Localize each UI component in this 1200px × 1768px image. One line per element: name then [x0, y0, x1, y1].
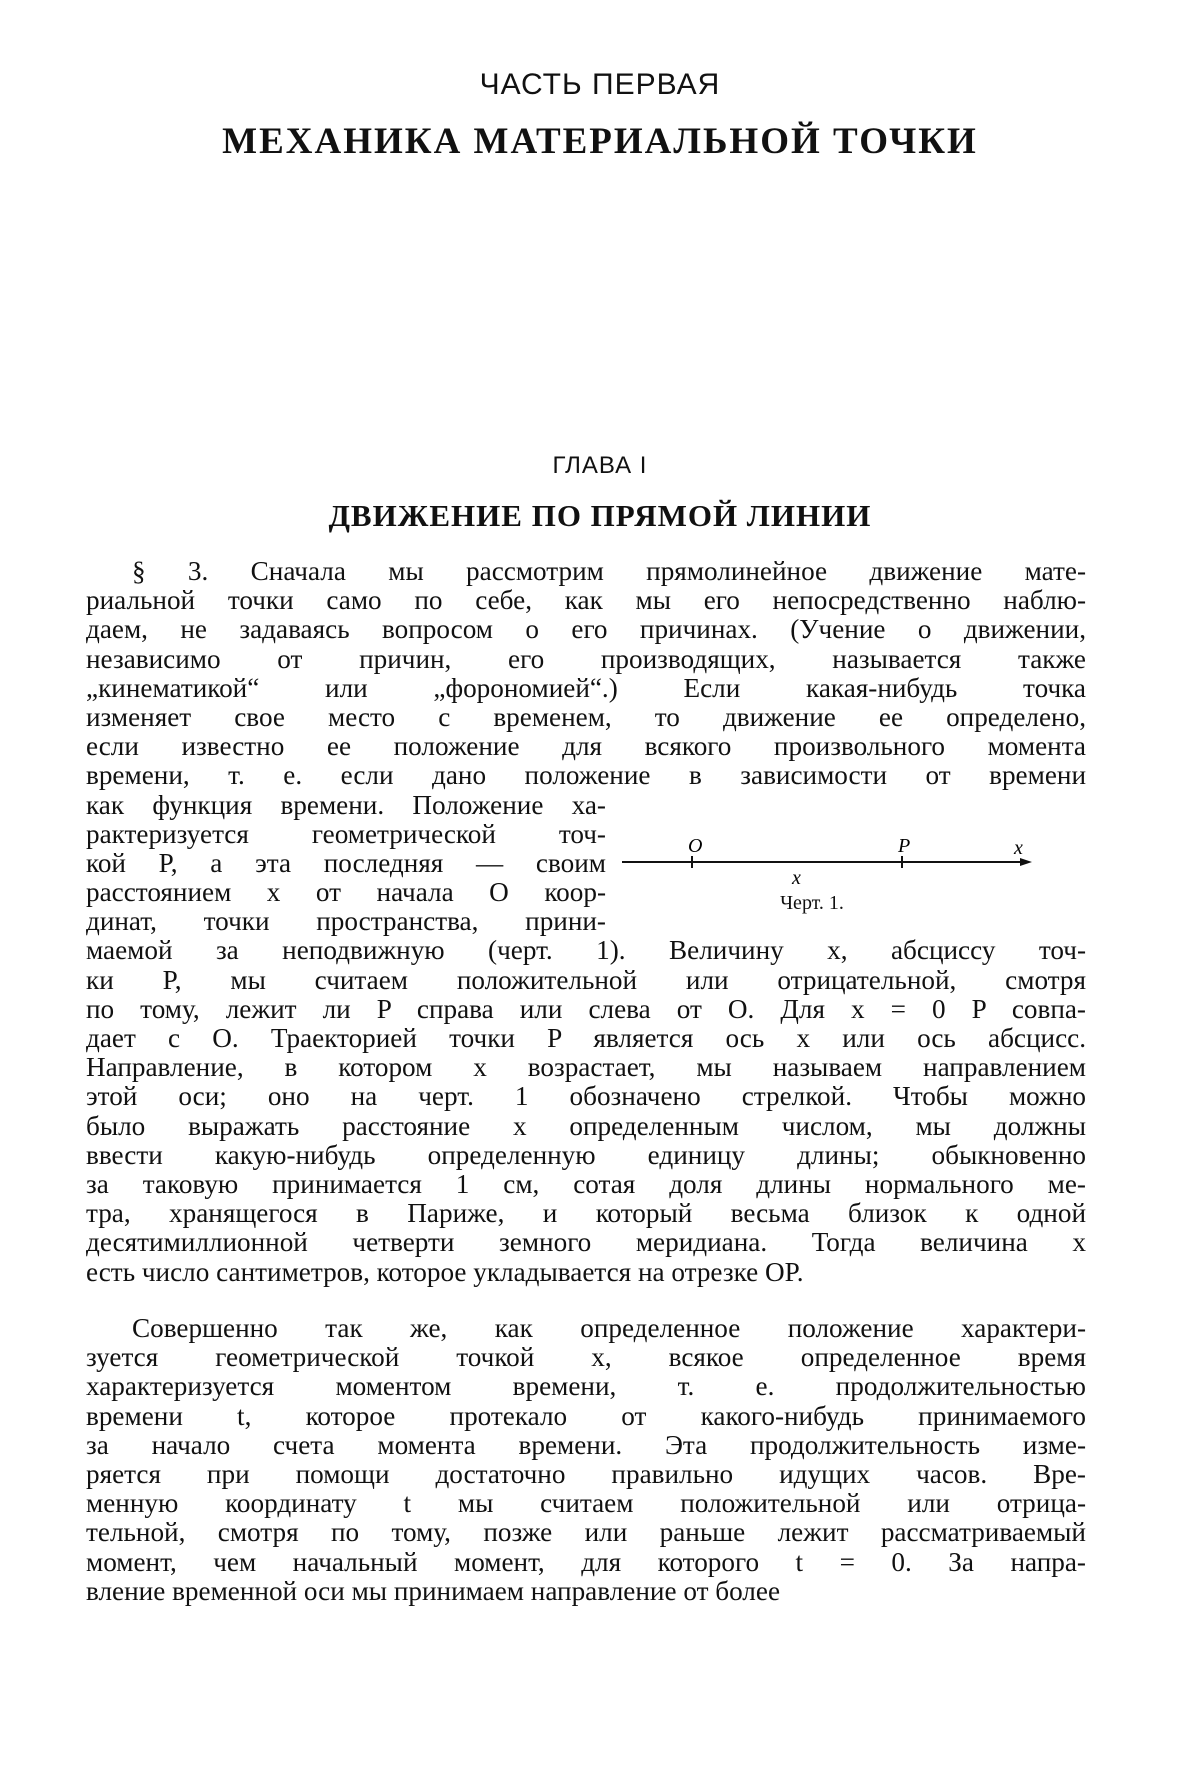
text-line: тельной, смотря по тому, позже или раньше лежит рассматриваемый: [86, 1518, 1086, 1548]
text-line: за таковую принимается 1 см, сотая доля длины нормального ме-: [86, 1169, 1086, 1199]
text-line: Совершенно так же, как определенное положение характери-: [132, 1314, 1086, 1343]
text-line: тра, хранящегося в Париже, и который весьма близок к одной: [86, 1199, 1086, 1229]
text-line: как функция времени. Положение ха-: [86, 790, 606, 820]
text-line: ряется при помощи достаточно правильно идущих часов. Вре-: [86, 1459, 1086, 1489]
text-line: по тому, лежит ли P справа или слева от O. Для x = 0 P совпа-: [86, 994, 1086, 1024]
text-line: за начало счета момента времени. Эта продолжительность изме-: [86, 1430, 1086, 1460]
text-line: кой P, а эта последняя — своим: [86, 848, 606, 878]
text-line: рактеризуется геометрической точ-: [86, 819, 606, 849]
chapter-title: ДВИЖЕНИЕ ПО ПРЯМОЙ ЛИНИИ: [328, 498, 872, 533]
text-line: маемой за неподвижную (черт. 1). Величину x, абсциссу точ-: [86, 936, 1086, 966]
text-line: времени, т. е. если дано положение в зависимости от времени: [86, 761, 1086, 791]
text-line: характеризуется моментом времени, т. е. продолжительностью: [86, 1372, 1086, 1402]
origin-label: O: [688, 835, 703, 857]
text-line: менную координату t мы считаем положительной или отрица-: [86, 1489, 1086, 1519]
text-line: Направление, в котором x возрастает, мы называем направлением: [86, 1053, 1086, 1083]
text-line: вление временной оси мы принимаем направление от более: [86, 1576, 781, 1606]
distance-label: x: [792, 867, 801, 889]
text-line: даем, не задаваясь вопросом о его причинах. (Учение о движении,: [86, 615, 1086, 645]
text-line: ки P, мы считаем положительной или отрицательной, смотря: [86, 965, 1086, 995]
text-line: динат, точки пространства, прини-: [86, 907, 606, 937]
axis-diagram: [612, 832, 1032, 892]
axis-label: x: [1014, 837, 1023, 859]
text-line: дает с O. Траекторией точки P является ось x или ось абсцисс.: [86, 1024, 1086, 1053]
text-line: десятимиллионной четверти земного меридиана. Тогда величина x: [86, 1228, 1086, 1258]
text-line: расстоянием x от начала O коор-: [86, 878, 606, 908]
text-line: этой оси; оно на черт. 1 обозначено стрелкой. Чтобы можно: [86, 1082, 1086, 1112]
paragraph-2: [86, 1314, 1086, 1606]
text-line: „кинематикой“ или „форономией“.) Если какая-нибудь точка: [86, 673, 1086, 703]
point-label: P: [898, 835, 911, 857]
part-title: МЕХАНИКА МАТЕРИАЛЬНОЙ ТОЧКИ: [222, 121, 978, 162]
text-line: времени t, которое протекало от какого-нибудь принимаемого: [86, 1401, 1086, 1431]
text-line: ввести какую-нибудь определенную единицу длины; обыкновенно: [86, 1140, 1086, 1170]
text-line: изменяет свое место с временем, то движение ее определено,: [86, 702, 1086, 732]
figure-1: [612, 832, 1032, 922]
text-line: есть число сантиметров, которое укладывается на отрезке OP.: [86, 1257, 804, 1287]
figure-caption: Черт. 1.: [780, 892, 844, 914]
axis-arrow-icon: [1020, 858, 1032, 866]
text-line: если известно ее положение для всякого произвольного момента: [86, 732, 1086, 762]
text-line: риальной точки само по себе, как мы его непосредственно наблю-: [86, 586, 1086, 616]
chapter-label: ГЛАВА I: [552, 452, 648, 479]
text-line: момент, чем начальный момент, для которого t = 0. За напра-: [86, 1547, 1086, 1577]
text-line: § 3. Сначала мы рассмотрим прямолинейное движение мате-: [132, 557, 1086, 586]
text-line: независимо от причин, его производящих, называется также: [86, 644, 1086, 674]
text-line: зуется геометрической точкой x, всякое определенное время: [86, 1343, 1086, 1373]
part-label: ЧАСТЬ ПЕРВАЯ: [479, 68, 721, 101]
text-line: было выражать расстояние x определенным числом, мы должны: [86, 1111, 1086, 1141]
